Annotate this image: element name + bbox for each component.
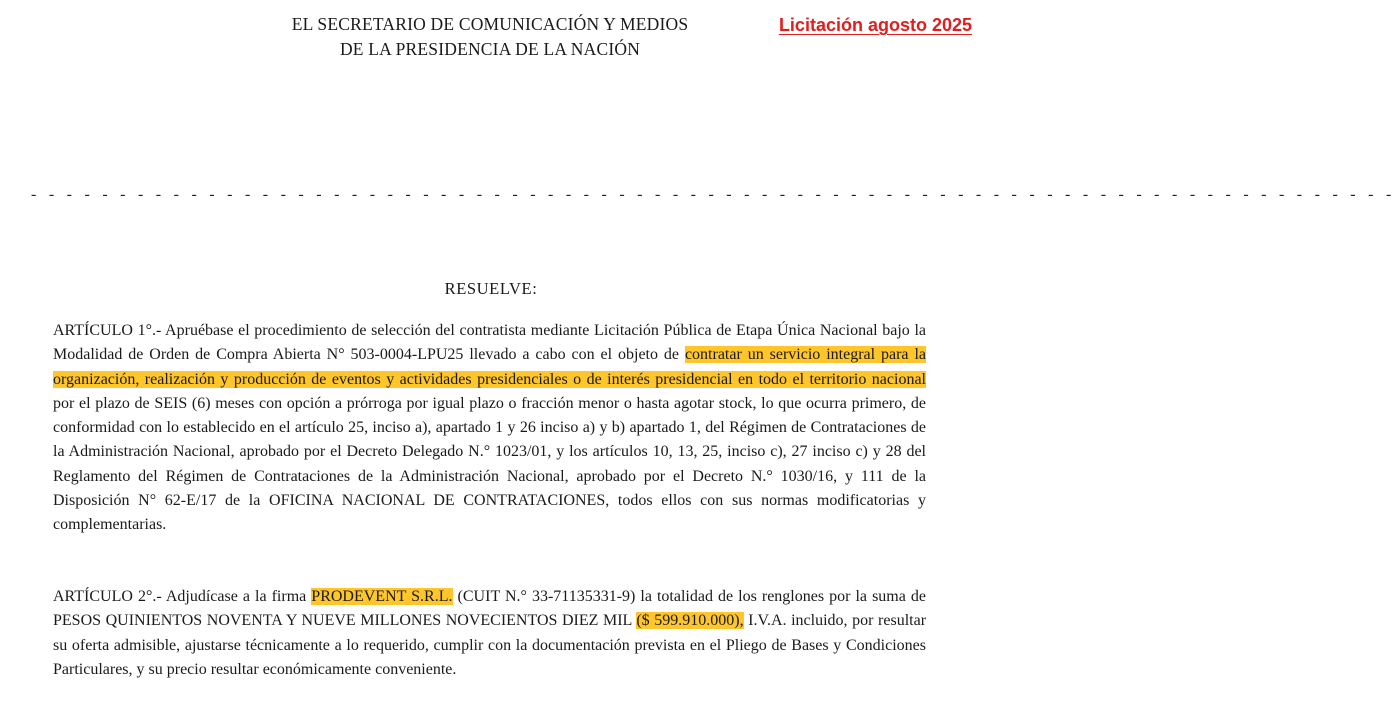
resuelve-heading: RESUELVE: [444,279,538,298]
header-line-1-text: EL SECRETARIO DE COMUNICACIÓN Y MEDIOS [291,14,689,34]
articulo-2-middle: (CUIT N.° 33-71135331-9) la totalidad de los renglones por la suma de PESOS QUINIENTOS NOVENTA Y NUEVE MILLONES NOVECIENTOS DIEZ MIL [53,588,926,630]
articulo-2-firm-highlight: PRODEVENT S.R.L. [311,588,453,605]
licitacion-tag: Licitación agosto 2025 [778,15,972,35]
articulo-1 [53,319,926,538]
header-line-2-text: DE LA PRESIDENCIA DE LA NACIÓN [339,39,641,59]
articulo-2-intro: ARTÍCULO 2°.- Adjudícase a la firma [53,588,312,605]
articulo-2 [53,585,926,682]
articulo-1-highlight: contratar un servicio integral para la organización, realización y producción de eventos y actividades presidenciales o de interés presidencial en todo el territorio nacional [53,346,927,388]
articulo-2-amount-highlight: ($ 599.910.000), [636,612,744,630]
articulo-1-intro: ARTÍCULO 1°.- Apruébase el procedimiento de selección del contratista mediante Licitación Pública de Etapa Única Nacional bajo la Modalidad de Orden de Compra Abierta N° 503-0004-LPU25 llevado a cabo con el objeto de [53,322,926,364]
separator-line: - - - - - - - - - - - - - - - - - - - - - - - - - - - - - - - - - - - - - - - - - - - - - - - - - - - - - - - - - - - - - - - - - - - - - - - - - - - - - [31,186,1396,203]
articulo-1-rest: por el plazo de SEIS (6) meses con opción a prórroga por igual plazo o fracción menor o hasta agotar stock, lo que ocurra primero, de conformidad con lo establecido en el artículo 25, inciso a), apartado 1 y 26 inciso a) y b) apartado 1, del Régimen de Contrataciones de la Administración Nacional, aprobado por el Decreto Delegado N.° 1023/01, y los artículos 10, 13, 25, inciso c), 27 inciso c) y 28 del Reglamento del Régimen de Contrataciones de la Administración Nacional, aprobado por el Decreto N.° 1030/16, y 111 de la Disposición N° 62-E/17 de la OFICINA NACIONAL DE CONTRATACIONES, todos ellos con sus normas modificatorias y complementarias. [53,394,926,534]
articulo-2-rest: I.V.A. incluido, por resultar su oferta admisible, ajustarse técnicamente a lo requerido, cumplir con la documentación prevista en el Pliego de Bases y Condiciones Particulares, y su precio resultar económicamente conveniente. [53,612,927,678]
header-line-2 [0,39,980,60]
